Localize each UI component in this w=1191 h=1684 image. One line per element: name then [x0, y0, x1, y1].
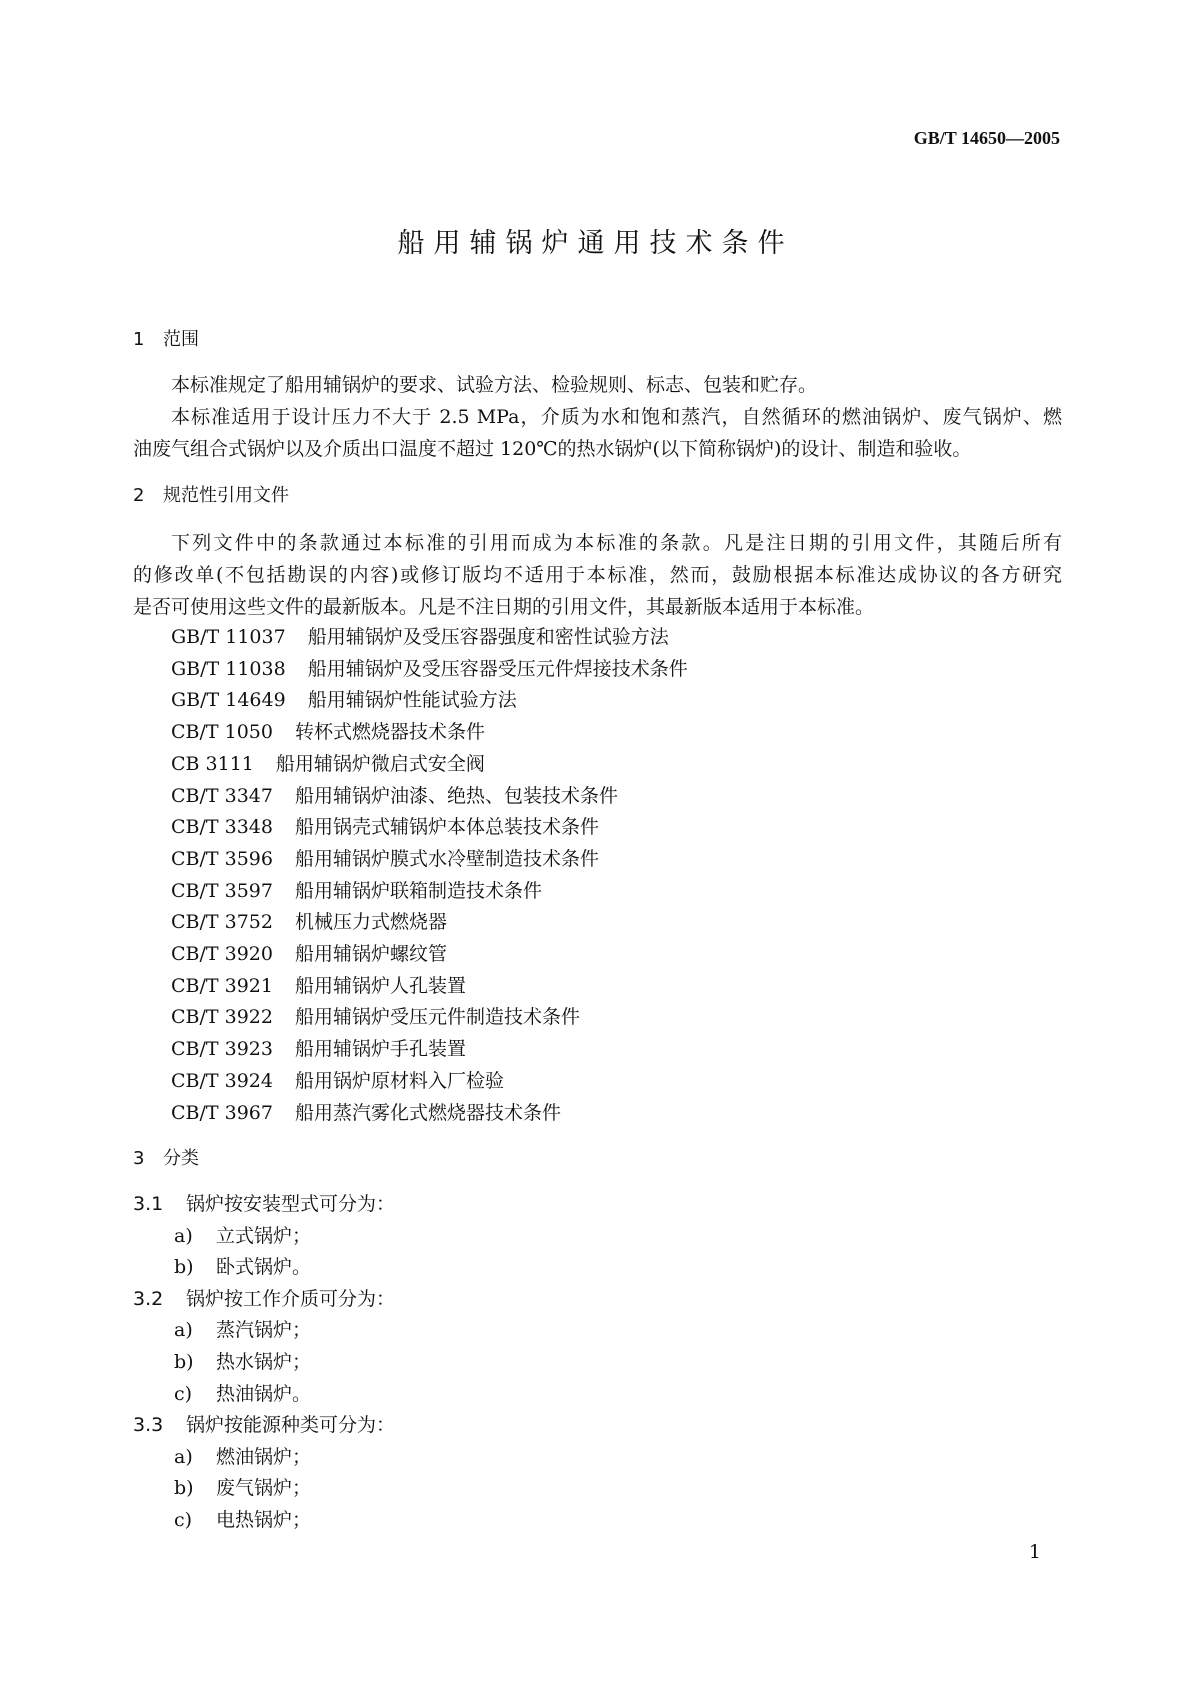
- document-title: 船用辅锅炉通用技术条件: [397, 228, 794, 259]
- list-item: [174, 1318, 311, 1342]
- reference-item: [171, 815, 599, 839]
- reference-code: CB/T 3924: [171, 1069, 273, 1092]
- reference-title: 船用辅锅炉油漆、绝热、包装技术条件: [294, 784, 618, 807]
- reference-item: [171, 910, 447, 934]
- list-item: [174, 1255, 311, 1279]
- reference-code: CB/T 3347: [171, 784, 273, 807]
- reference-code: CB/T 1050: [171, 721, 273, 744]
- clause-number: 3.2: [133, 1287, 164, 1310]
- reference-item: [171, 1069, 504, 1093]
- reference-title: 船用辅锅炉膜式水冷壁制造技术条件: [294, 847, 599, 870]
- reference-title: 转杯式燃烧器技术条件: [294, 721, 485, 744]
- section-number: 2: [133, 485, 145, 506]
- reference-item: [171, 752, 485, 776]
- list-item: [174, 1476, 311, 1500]
- list-item: [174, 1508, 311, 1532]
- clause-number: 3.1: [133, 1193, 164, 1215]
- reference-code: CB/T 3920: [171, 943, 273, 965]
- section-heading: [133, 484, 289, 508]
- list-letter: c): [174, 1509, 193, 1531]
- list-text: 废气锅炉；: [216, 1477, 312, 1500]
- list-text: 热水锅炉；: [216, 1351, 312, 1373]
- reference-item: [171, 1005, 580, 1029]
- paragraph-line: 下列文件中的条款通过本标准的引用而成为本标准的条款。凡是注日期的引用文件，其随后所有: [171, 532, 1062, 554]
- reference-code: CB 3111: [171, 752, 254, 775]
- reference-title: 机械压力式燃烧器: [294, 911, 447, 934]
- section-title: 规范性引用文件: [163, 485, 289, 506]
- reference-code: CB/T 3921: [171, 974, 273, 997]
- clause: [133, 1287, 395, 1311]
- list-letter: b): [174, 1477, 194, 1500]
- reference-item: [171, 720, 485, 744]
- reference-item: [171, 847, 599, 871]
- reference-code: CB/T 3752: [171, 911, 273, 934]
- reference-code: CB/T 3922: [171, 1006, 273, 1029]
- section-title: 范围: [163, 329, 199, 350]
- standard-number: GB/T 14650—2005: [913, 128, 1060, 148]
- section-heading: [133, 328, 199, 352]
- list-item: [174, 1350, 311, 1374]
- list-letter: c): [174, 1382, 193, 1405]
- paragraph-line: 的修改单(不包括勘误的内容)或修订版均不适用于本标准，然而，鼓励根据本标准达成协议的各方研究: [133, 564, 1062, 586]
- reference-title: 船用锅壳式辅锅炉本体总装技术条件: [294, 816, 599, 839]
- reference-item: [171, 625, 669, 649]
- reference-title: 船用辅锅炉及受压容器强度和密性试验方法: [307, 626, 669, 648]
- clause-text: 锅炉按工作介质可分为：: [186, 1287, 396, 1310]
- clause: [133, 1413, 395, 1437]
- reference-title: 船用辅锅炉联箱制造技术条件: [294, 879, 542, 902]
- list-text: 燃油锅炉；: [216, 1445, 312, 1468]
- list-item: [174, 1382, 311, 1406]
- list-letter: b): [174, 1351, 194, 1373]
- reference-item: [171, 942, 447, 966]
- section-title: 分类: [163, 1148, 199, 1169]
- paragraph-line: 本标准适用于设计压力不大于 2.5 MPa，介质为水和饱和蒸汽，自然循环的燃油锅炉、废气锅炉、燃: [171, 406, 1062, 428]
- list-text: 热油锅炉。: [216, 1382, 312, 1405]
- reference-item: [171, 784, 618, 808]
- list-item: [174, 1224, 311, 1248]
- paragraph-line: 本标准规定了船用辅锅炉的要求、试验方法、检验规则、标志、包装和贮存。: [171, 374, 818, 396]
- reference-code: GB/T 11038: [171, 657, 286, 680]
- section-number: 3: [133, 1148, 145, 1169]
- reference-code: CB/T 3348: [171, 816, 273, 839]
- list-letter: a): [174, 1445, 193, 1468]
- reference-title: 船用辅锅炉及受压容器受压元件焊接技术条件: [307, 657, 688, 680]
- page-number: 1: [1028, 1541, 1041, 1563]
- list-letter: a): [174, 1224, 193, 1247]
- reference-code: GB/T 14649: [171, 689, 286, 712]
- paragraph-line: 是否可使用这些文件的最新版本。凡是不注日期的引用文件，其最新版本适用于本标准。: [133, 596, 875, 618]
- list-text: 立式锅炉；: [216, 1224, 312, 1247]
- reference-title: 船用辅锅炉微启式安全阀: [275, 752, 485, 775]
- reference-title: 船用锅炉原材料入厂检验: [294, 1069, 504, 1092]
- list-text: 电热锅炉；: [216, 1509, 312, 1531]
- reference-title: 船用辅锅炉人孔装置: [294, 974, 466, 997]
- section-heading: [133, 1147, 199, 1171]
- reference-item: [171, 1101, 561, 1125]
- reference-item: [171, 974, 466, 998]
- reference-item: [171, 879, 542, 903]
- list-text: 卧式锅炉。: [216, 1256, 312, 1279]
- section-number: 1: [133, 329, 145, 350]
- reference-code: CB/T 3596: [171, 847, 273, 870]
- paragraph-line: 油废气组合式锅炉以及介质出口温度不超过 120℃的热水锅炉(以下简称锅炉)的设计、制造和验收。: [133, 438, 972, 460]
- clause-number: 3.3: [133, 1414, 164, 1437]
- clause: [133, 1192, 395, 1216]
- list-letter: a): [174, 1319, 193, 1342]
- list-letter: b): [174, 1256, 194, 1279]
- reference-item: [171, 688, 517, 712]
- list-item: [174, 1445, 311, 1469]
- list-text: 蒸汽锅炉；: [216, 1319, 312, 1342]
- reference-title: 船用辅锅炉手孔装置: [294, 1038, 466, 1061]
- reference-code: CB/T 3967: [171, 1101, 273, 1124]
- reference-code: CB/T 3923: [171, 1038, 273, 1061]
- reference-code: CB/T 3597: [171, 879, 273, 902]
- reference-item: [171, 657, 688, 681]
- reference-code: GB/T 11037: [171, 626, 286, 648]
- reference-title: 船用辅锅炉螺纹管: [294, 943, 447, 965]
- clause-text: 锅炉按能源种类可分为：: [186, 1414, 396, 1437]
- reference-item: [171, 1037, 466, 1061]
- reference-title: 船用辅锅炉性能试验方法: [307, 689, 517, 712]
- clause-text: 锅炉按安装型式可分为：: [186, 1193, 396, 1215]
- reference-title: 船用辅锅炉受压元件制造技术条件: [294, 1006, 580, 1029]
- reference-title: 船用蒸汽雾化式燃烧器技术条件: [294, 1101, 561, 1124]
